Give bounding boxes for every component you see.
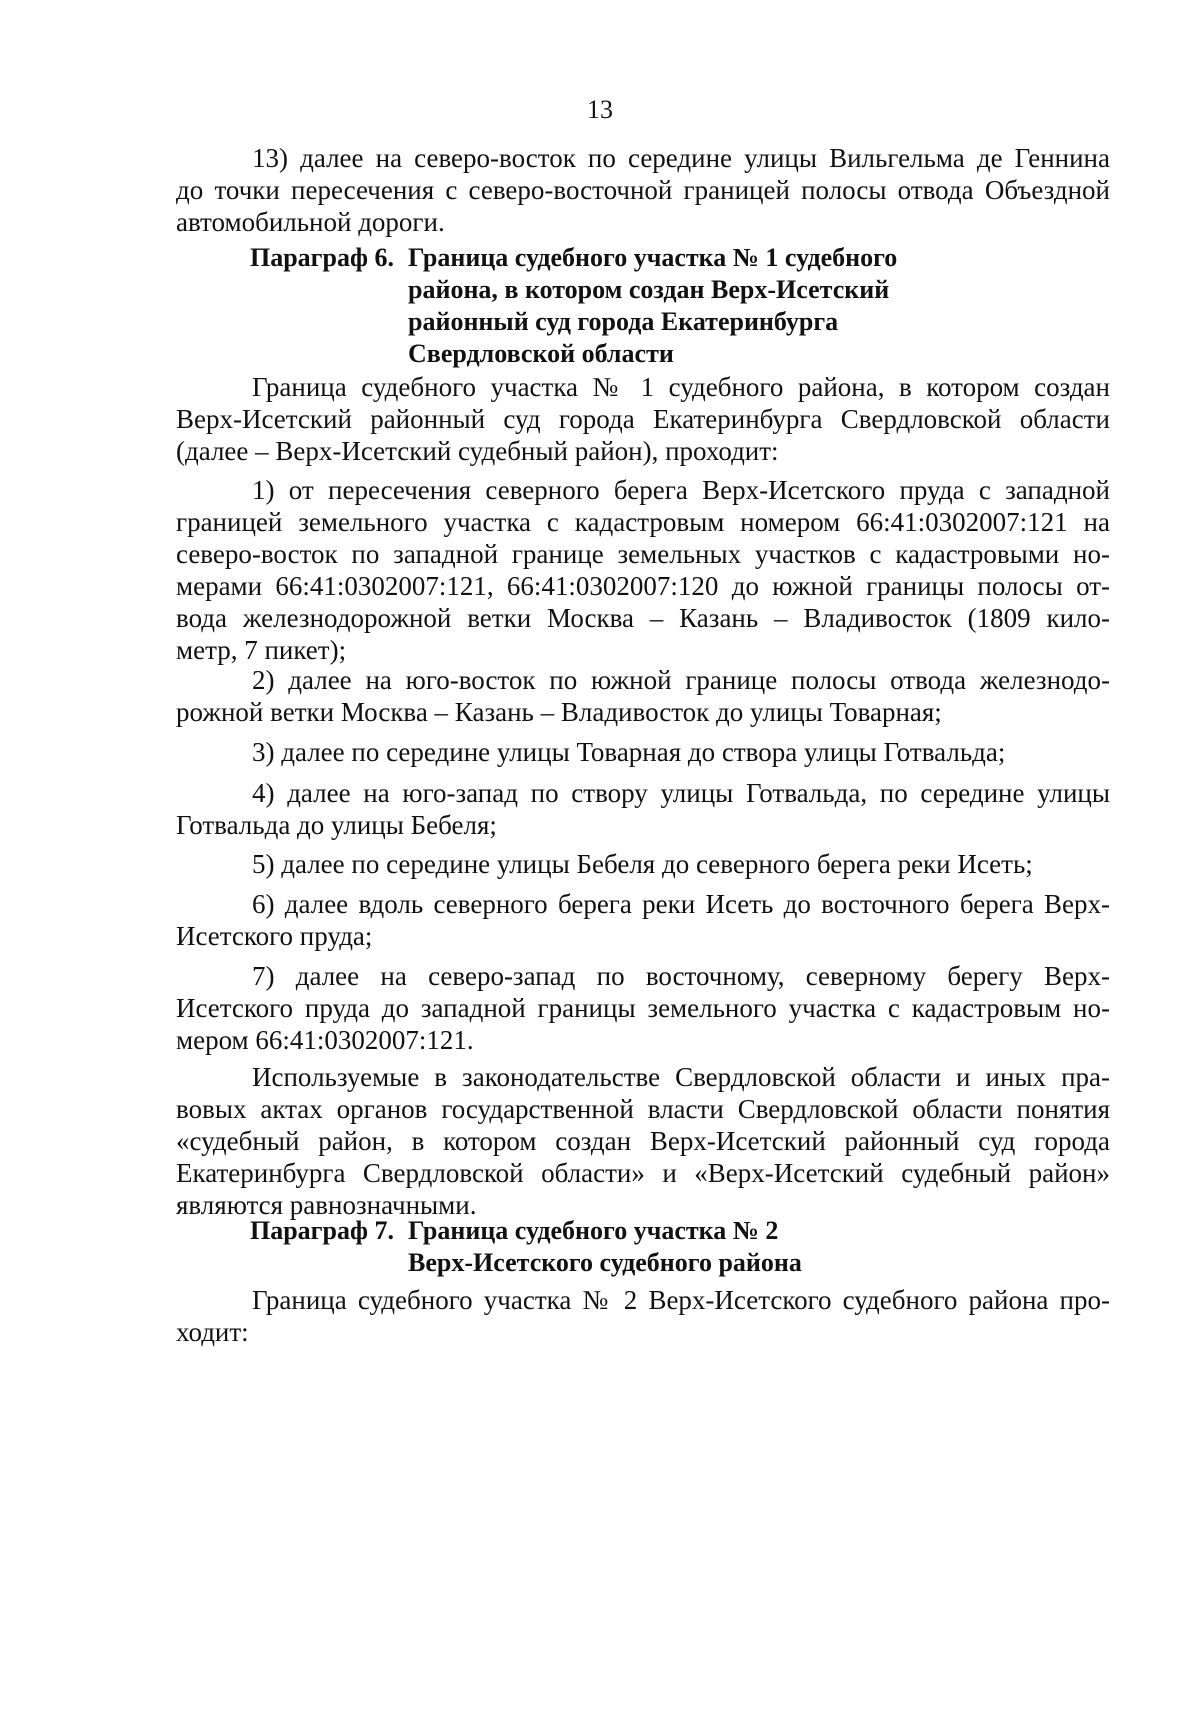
heading-line: [250, 242, 897, 274]
text-line: мером 66:41:0302007:121.: [176, 1025, 474, 1055]
text-line: Готвальда до улицы Бебеля;: [176, 810, 497, 840]
list-item-5: [176, 848, 1110, 880]
section-heading-7: [250, 1215, 802, 1279]
text-line: вода железнодорожной ветки Москва – Казань – Владивосток (1809 кило-: [176, 603, 1110, 633]
list-item-4: [176, 777, 1110, 841]
list-item-6: [176, 888, 1110, 952]
paragraph-intro-7: [176, 1284, 1110, 1348]
text-line: Граница судебного участка № 1 судебного района, в котором создан: [252, 372, 1110, 402]
text-line: Исетского пруда;: [176, 921, 373, 951]
text-line: рожной ветки Москва – Казань – Владивосток до улицы Товарная;: [176, 697, 942, 727]
text-line: 5) далее по середине улицы Бебеля до северного берега реки Исеть;: [252, 849, 1033, 879]
heading-prefix: Параграф 6.: [250, 243, 394, 272]
list-item-3: [176, 736, 1110, 768]
text-line: границей земельного участка с кадастровым номером 66:41:0302007:121 на: [176, 507, 1110, 537]
text-line: 4) далее на юго-запад по створу улицы Готвальда, по середине улицы: [252, 778, 1110, 808]
text-line: Исетского пруда до западной границы земельного участка с кадастровым но-: [176, 993, 1110, 1023]
section-heading-6: [250, 242, 897, 370]
text-line: 7) далее на северо-запад по восточному, северному берегу Верх-: [252, 961, 1110, 991]
list-item-2: [176, 664, 1110, 728]
text-line: метр, 7 пикет);: [176, 635, 347, 665]
text-line: 3) далее по середине улицы Товарная до створа улицы Готвальда;: [252, 737, 1006, 767]
heading-title-line: Верх-Исетского судебного района: [408, 1248, 802, 1277]
text-line: автомобильной дороги.: [176, 207, 445, 237]
list-item-7: [176, 960, 1110, 1056]
text-line: (далее – Верх-Исетский судебный район), проходит:: [176, 436, 779, 466]
text-line: Граница судебного участка № 2 Верх-Исетского судебного района про-: [252, 1285, 1110, 1315]
text-line: «судебный район, в котором создан Верх-Исетский районный суд города: [176, 1126, 1110, 1156]
text-line: Используемые в законодательстве Свердловской области и иных пра-: [252, 1062, 1110, 1092]
text-line: Екатеринбурга Свердловской области» и «Верх-Исетский судебный район»: [176, 1158, 1110, 1188]
text-line: Верх-Исетский районный суд города Екатеринбурга Свердловской области: [176, 404, 1110, 434]
text-line: являются равнозначными.: [176, 1190, 477, 1220]
heading-title-line: Свердловской области: [408, 339, 674, 368]
text-line: до точки пересечения с северо-восточной границей полосы отвода Объездной: [176, 175, 1110, 205]
text-line: 2) далее на юго-восток по южной границе полосы отвода железнодо-: [252, 665, 1110, 695]
paragraph-intro-6: [176, 371, 1110, 467]
page-number: 13: [587, 95, 613, 124]
paragraph-closing-6: [176, 1061, 1110, 1221]
text-line: 1) от пересечения северного берега Верх-Исетского пруда с западной: [252, 475, 1110, 505]
text-line: северо-восток по западной границе земельных участков с кадастровыми но-: [176, 539, 1110, 569]
list-item-1: [176, 474, 1110, 666]
paragraph-item-13: [176, 142, 1110, 238]
heading-title-line: Граница судебного участка № 2: [408, 1216, 779, 1245]
text-line: ходит:: [176, 1317, 249, 1347]
text-line: вовых актах органов государственной власти Свердловской области понятия: [176, 1094, 1110, 1124]
heading-title-line: района, в котором создан Верх-Исетский: [408, 275, 890, 304]
heading-prefix: Параграф 7.: [250, 1216, 394, 1245]
text-line: мерами 66:41:0302007:121, 66:41:0302007:120 до южной границы полосы от-: [176, 571, 1110, 601]
heading-title-line: районный суд города Екатеринбурга: [408, 307, 839, 336]
text-line: 6) далее вдоль северного берега реки Исеть до восточного берега Верх-: [252, 889, 1110, 919]
heading-title-line: Граница судебного участка № 1 судебного: [408, 243, 898, 272]
heading-line: [250, 1215, 802, 1247]
text-line: 13) далее на северо-восток по середине улицы Вильгельма де Геннина: [252, 143, 1110, 173]
